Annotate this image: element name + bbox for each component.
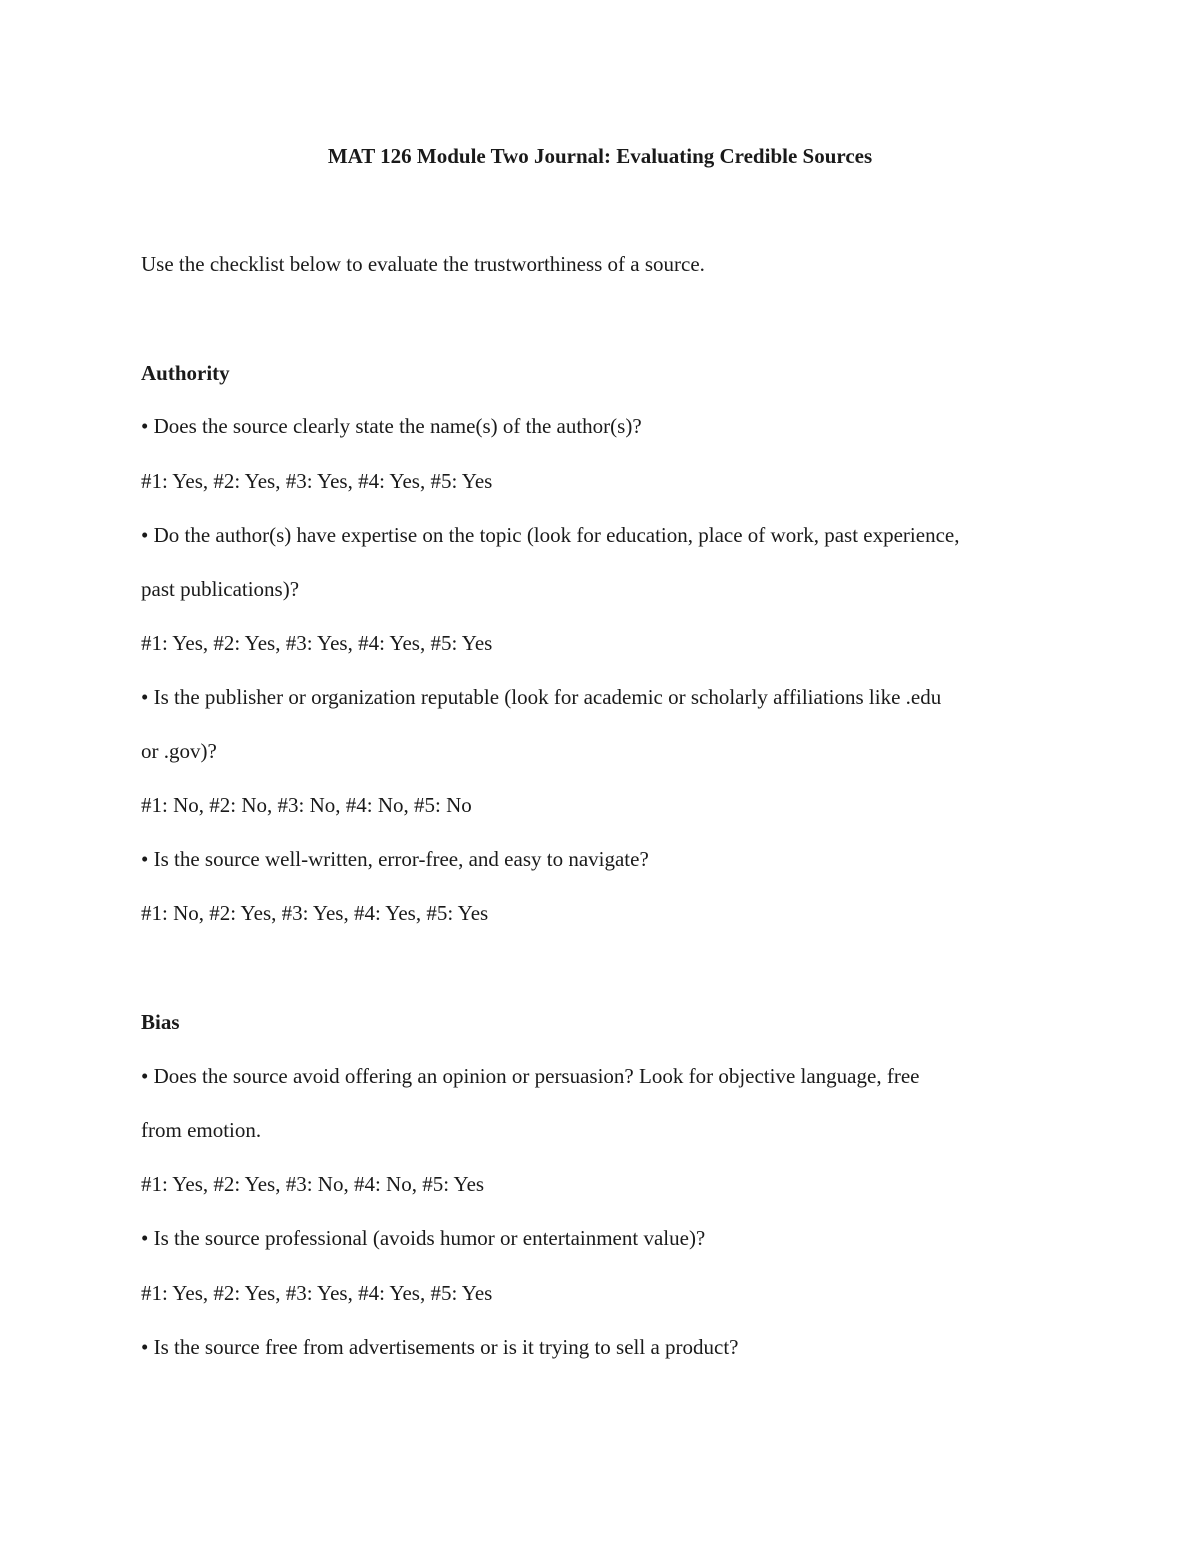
document-title: MAT 126 Module Two Journal: Evaluating Credible Sources <box>327 144 873 168</box>
authority-answer-3: #1: No, #2: No, #3: No, #4: No, #5: No <box>141 793 472 817</box>
authority-answer-1: #1: Yes, #2: Yes, #3: Yes, #4: Yes, #5: Yes <box>141 469 493 493</box>
authority-question-2-line-2: past publications)? <box>141 577 300 601</box>
authority-answer-4: #1: No, #2: Yes, #3: Yes, #4: Yes, #5: Yes <box>141 901 489 925</box>
bias-answer-1: #1: Yes, #2: Yes, #3: No, #4: No, #5: Yes <box>141 1172 485 1196</box>
intro-text: Use the checklist below to evaluate the trustworthiness of a source. <box>141 252 705 276</box>
bias-question-3: • Is the source free from advertisements or is it trying to sell a product? <box>141 1335 739 1359</box>
authority-question-3-line-2: or .gov)? <box>141 739 217 763</box>
authority-question-2-line-1: • Do the author(s) have expertise on the topic (look for education, place of work, past experience, <box>141 523 960 547</box>
authority-answer-2: #1: Yes, #2: Yes, #3: Yes, #4: Yes, #5: Yes <box>141 631 493 655</box>
bias-question-1-line-2: from emotion. <box>141 1118 262 1142</box>
bias-question-2: • Is the source professional (avoids humor or entertainment value)? <box>141 1226 706 1250</box>
authority-question-3-line-1: • Is the publisher or organization reputable (look for academic or scholarly affiliations like .edu <box>141 685 942 709</box>
authority-question-4: • Is the source well-written, error-free, and easy to navigate? <box>141 847 649 871</box>
section-heading-bias: Bias <box>141 1010 180 1034</box>
section-heading-authority: Authority <box>141 361 230 385</box>
authority-question-1: • Does the source clearly state the name(s) of the author(s)? <box>141 414 642 438</box>
bias-answer-2: #1: Yes, #2: Yes, #3: Yes, #4: Yes, #5: Yes <box>141 1281 493 1305</box>
bias-question-1-line-1: • Does the source avoid offering an opinion or persuasion? Look for objective language, free <box>141 1064 920 1088</box>
